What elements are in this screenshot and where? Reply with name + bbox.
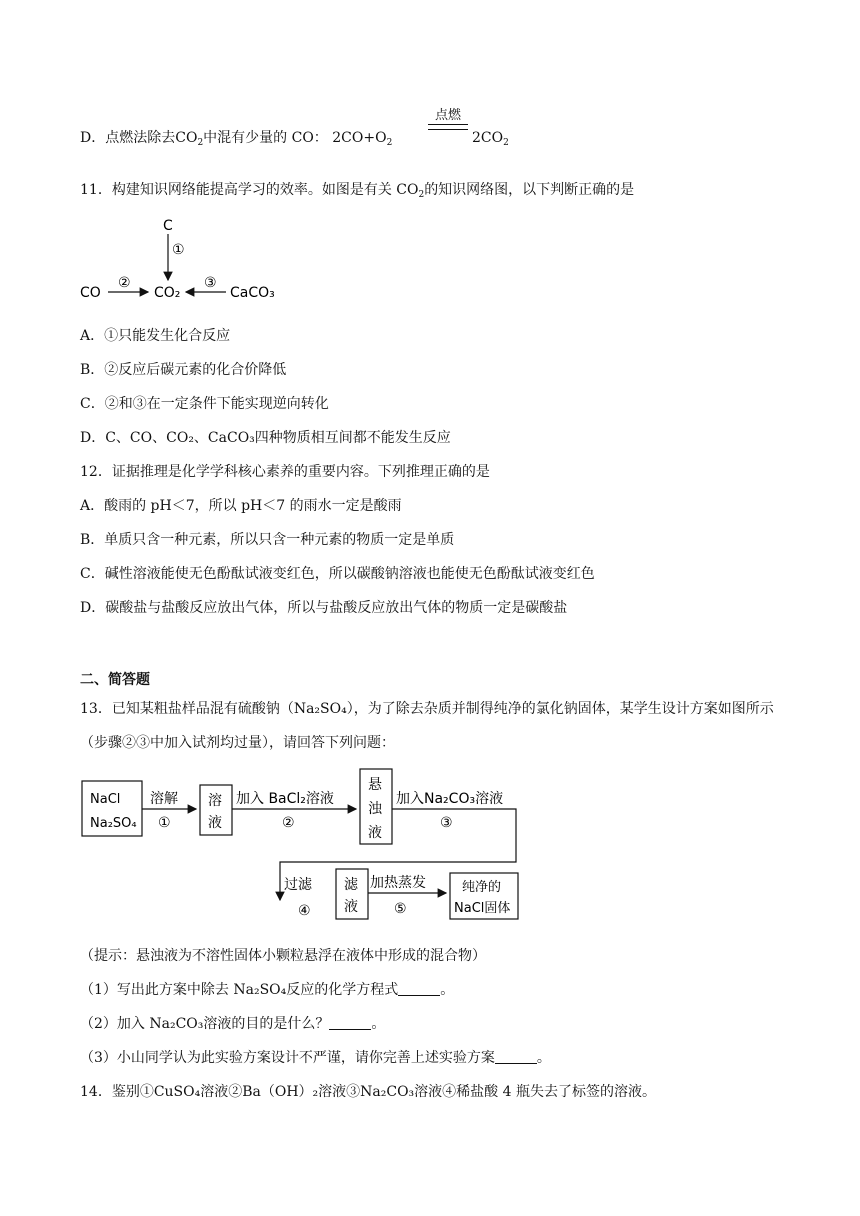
label-3: ③ xyxy=(204,275,217,291)
box1-line2: Na₂SO₄ xyxy=(90,816,137,831)
box4-line1: 滤 xyxy=(344,877,358,893)
step4-number: ④ xyxy=(298,903,311,919)
box4-line2: 液 xyxy=(344,899,358,915)
step2-label: 加入 BaCl₂溶液 xyxy=(236,791,334,807)
step2-number: ② xyxy=(282,815,295,831)
step3-number: ③ xyxy=(440,815,453,831)
q13-sub1: （1）写出此方案中除去 Na₂SO₄反应的化学方程式 。 xyxy=(80,982,455,998)
q13-stem: 13．已知某粗盐样品混有硫酸钠（Na₂SO₄），为了除去杂质并制得纯净的氯化钠固体，某学生设计方案如图所示（步骤②③中加入试剂均过量），请回答下列问题： xyxy=(80,701,774,751)
node-c: C xyxy=(163,218,173,234)
step1-number: ① xyxy=(158,815,171,831)
step4-label: 过滤 xyxy=(284,877,312,893)
q11-option-c: C．②和③在一定条件下能实现逆向转化 xyxy=(80,396,329,412)
box2-line1: 溶 xyxy=(208,793,222,809)
label-1: ① xyxy=(172,242,185,258)
step1-label: 溶解 xyxy=(150,791,178,807)
q12-option-c: C．碱性溶液能使无色酚酞试液变红色，所以碳酸钠溶液也能使无色酚酞试液变红色 xyxy=(80,566,595,582)
box3-line3: 液 xyxy=(368,825,382,841)
step5-label: 加热蒸发 xyxy=(370,875,426,891)
step5-number: ⑤ xyxy=(394,901,407,917)
q11-option-b: B．②反应后碳元素的化合价降低 xyxy=(80,362,287,378)
option-text: 中混有少量的 CO： xyxy=(203,130,328,146)
q12-option-a: A．酸雨的 pH＜7，所以 pH＜7 的雨水一定是酸雨 xyxy=(80,498,402,514)
option-label: D．点燃法除去 xyxy=(80,130,176,146)
section-title: 二、简答题 xyxy=(80,672,150,688)
q11-stem: 11．构建知识网络能提高学习的效率。如图是有关 $CO_2$的知识网络图，以下判断正确的是 xyxy=(80,182,635,200)
reaction-condition: 点燃 xyxy=(434,108,461,123)
label-2: ② xyxy=(118,275,131,291)
q10-option-d: D．点燃法除去$CO_2$中混有少量的 CO： $2CO+O_2$ 点燃 $2CO_2$ xyxy=(80,108,509,148)
q13-sub2: （2）加入 Na₂CO₃溶液的目的是什么？ 。 xyxy=(80,1016,386,1032)
q12-option-b: B．单质只含一种元素，所以只含一种元素的物质一定是单质 xyxy=(80,532,455,548)
q13-sub3: （3）小山同学认为此实验方案设计不严谨，请你完善上述实验方案 。 xyxy=(80,1050,551,1066)
q11-option-d: D．C、CO、CO₂、CaCO₃四种物质相互间都不能发生反应 xyxy=(80,430,451,446)
node-co2: CO₂ xyxy=(154,285,181,301)
box1-line1: NaCl xyxy=(90,792,121,807)
box5-line1: 纯净的 xyxy=(462,880,502,895)
box5-line2: NaCl固体 xyxy=(454,901,511,916)
equation-left: 2CO+O xyxy=(332,130,387,146)
equation-double-bar xyxy=(428,124,468,130)
q13-hint: （提示：悬浊液为不溶性固体小颗粒悬浮在液体中形成的混合物） xyxy=(80,948,486,964)
equation-right: $2CO_2$ xyxy=(472,130,509,148)
answer-blank[interactable] xyxy=(495,1049,537,1064)
answer-blank[interactable] xyxy=(398,981,440,996)
box3-line1: 悬 xyxy=(368,777,382,793)
purification-flow-diagram xyxy=(78,765,528,925)
formula-co2: CO xyxy=(175,130,198,146)
answer-blank[interactable] xyxy=(329,1015,371,1030)
box2-line2: 液 xyxy=(208,815,222,831)
box3-line2: 浊 xyxy=(368,801,382,817)
co2-knowledge-network-diagram xyxy=(78,210,298,310)
step3-label: 加入Na₂CO₃溶液 xyxy=(396,791,504,807)
q11-option-a: A．①只能发生化合反应 xyxy=(80,328,231,344)
q12-option-d: D．碳酸盐与盐酸反应放出气体，所以与盐酸反应放出气体的物质一定是碳酸盐 xyxy=(80,600,568,616)
node-caco3: CaCO₃ xyxy=(230,285,275,301)
q14-stem: 14．鉴别①CuSO₄溶液②Ba（OH）₂溶液③Na₂CO₃溶液④稀盐酸 4 瓶失去了标签的溶液。 xyxy=(80,1084,656,1100)
node-co: CO xyxy=(80,285,101,301)
q12-stem: 12．证据推理是化学学科核心素养的重要内容。下列推理正确的是 xyxy=(80,464,490,480)
